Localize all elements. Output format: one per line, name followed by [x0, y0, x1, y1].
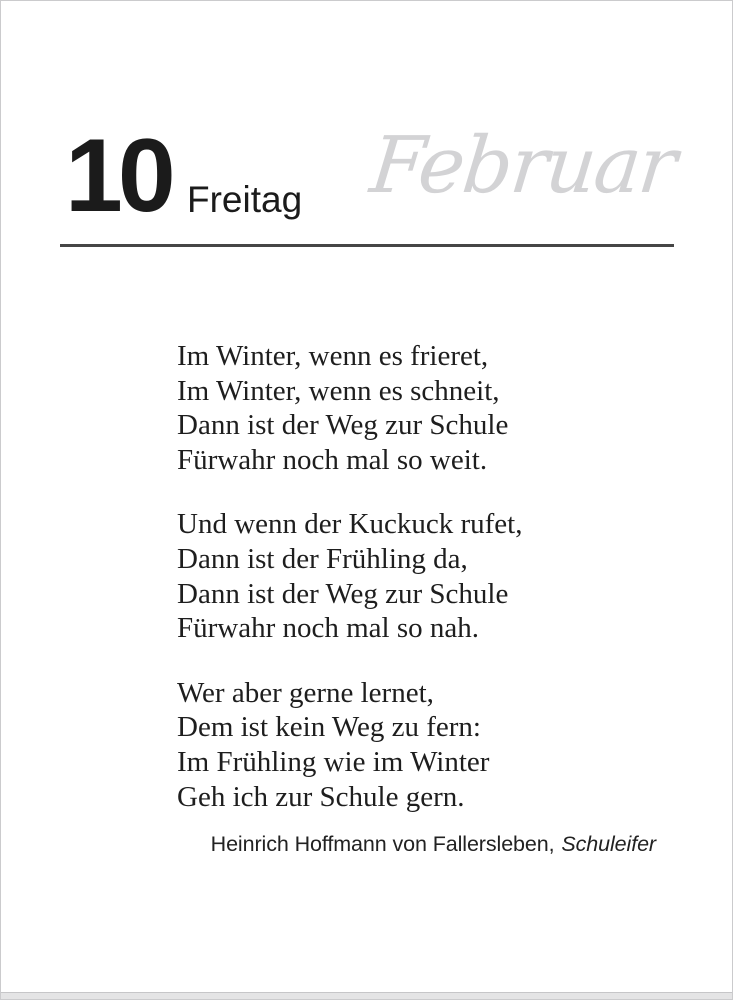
work-title: Schuleifer: [561, 832, 656, 856]
poem-line: Geh ich zur Schule gern.: [177, 780, 465, 813]
poem-text: [177, 339, 522, 814]
day-number: 10: [65, 118, 171, 234]
poem-line: Dann ist der Weg zur Schule: [177, 409, 509, 442]
weekday-label: Freitag: [187, 179, 303, 220]
poem-line: Dann ist der Weg zur Schule: [177, 577, 509, 610]
poem-stanza: [177, 507, 522, 645]
page-bottom-edge: [1, 992, 732, 999]
month-watermark: Februar: [366, 121, 679, 211]
poem-line: Im Winter, wenn es frieret,: [177, 340, 489, 372]
poem-line: Und wenn der Kuckuck rufet,: [177, 508, 523, 541]
poem-attribution: [177, 832, 656, 858]
poem-line: Dann ist der Frühling da,: [177, 542, 468, 575]
poem-line: Wer aber gerne lernet,: [177, 676, 434, 709]
poem-line: Fürwahr noch mal so weit.: [177, 443, 488, 476]
poem-line: Fürwahr noch mal so nah.: [177, 612, 480, 645]
poem-line: Im Winter, wenn es schneit,: [177, 374, 500, 407]
poem-stanza: [177, 339, 522, 477]
header-divider: [60, 244, 674, 247]
author-name: Heinrich Hoffmann von Fallersleben,: [210, 832, 555, 856]
poem-line: Dem ist kein Weg zu fern:: [177, 711, 481, 744]
poem-line: Im Frühling wie im Winter: [177, 745, 490, 778]
poem-stanza: [177, 676, 522, 814]
